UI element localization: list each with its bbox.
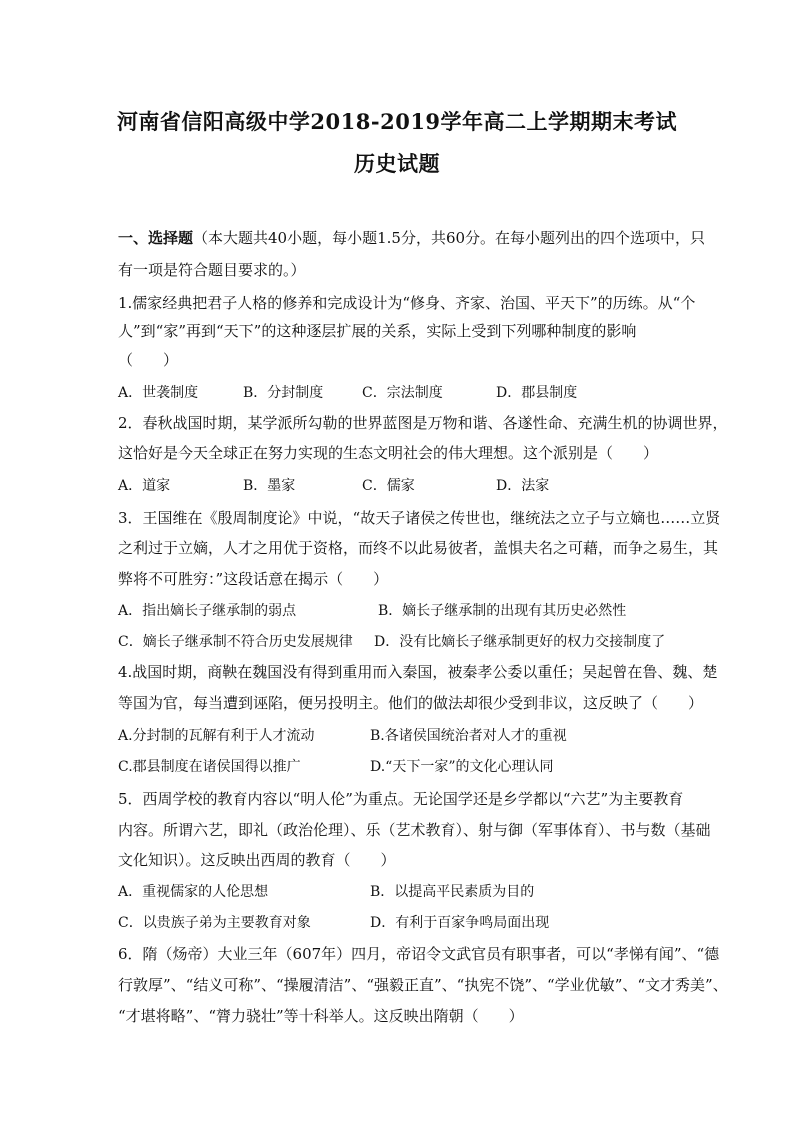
option-c: C．嫡长子继承制不符合历史发展规律 [118, 634, 353, 650]
section-instruction-cont: 有一项是符合题目要求的。） [118, 261, 306, 279]
question-4-stem-line: 等国为官，每当遭到诬陷，便另投明主。他们的做法却很少受到非议，这反映了（ ） [118, 694, 704, 712]
option-d: D．郡县制度 [496, 385, 578, 401]
option-a: A．道家 [118, 478, 171, 494]
option-b: B．嫡长子继承制的出现有其历史必然性 [378, 603, 627, 619]
option-c: C．以贵族子弟为主要教育对象 [118, 915, 311, 931]
section-heading: 一、选择题 [118, 229, 194, 247]
option-c: C.郡县制度在诸侯国得以推广 [118, 759, 301, 775]
option-a: A．重视儒家的人伦思想 [118, 884, 269, 900]
option-a: A.分封制的瓦解有利于人才流动 [118, 728, 315, 744]
section-instruction-text: （本大题共40小题，每小题1.5分，共60分。在每小题列出的四个选项中，只 [193, 229, 706, 247]
option-b: B．以提高平民素质为目的 [370, 884, 535, 900]
question-3-stem-line: 3．王国维在《殷周制度论》中说，“故天子诸侯之传世也，继统法之立子与立嫡也……立贤 [118, 509, 721, 527]
option-c: C．儒家 [362, 478, 415, 494]
option-b: B.各诸侯国统治者对人才的重视 [370, 728, 567, 744]
option-d: D．没有比嫡长子继承制更好的权力交接制度了 [374, 634, 666, 650]
section-instruction [118, 228, 706, 248]
question-3-stem-line: 之利过于立嫡，人才之用优于资格，而终不以此易彼者，盖惧夫名之可藉，而争之易生，其 [118, 539, 719, 557]
question-6-stem-line: “才堪将略”、“膂力骁壮”等十科举人。这反映出隋朝（ ） [118, 1007, 524, 1025]
question-6-stem-line: 行敦厚”、“结义可称”、“操履清洁”、“强毅正直”、“执宪不饶”、“学业优敏”、“文才秀美”、 [118, 976, 728, 994]
question-3-stem-line: 弊将不可胜穷：”这段话意在揭示（ ） [118, 570, 389, 588]
question-2-stem-line: 这恰好是今天全球正在努力实现的生态文明社会的伟大理想。这个派别是（ ） [118, 444, 659, 462]
subject-title: 历史试题 [354, 151, 440, 176]
question-4-stem-line: 4.战国时期，商鞅在魏国没有得到重用而入秦国，被秦孝公委以重任；吴起曾在鲁、魏、楚 [118, 663, 718, 681]
option-a: A．指出嫡长子继承制的弱点 [118, 603, 297, 619]
question-1-stem-line: （ ） [118, 351, 179, 369]
option-d: D．法家 [496, 478, 550, 494]
question-5-stem-line: 内容。所谓六艺，即礼（政治伦理）、乐（艺术教育）、射与御（军事体育）、书与数（基础 [118, 821, 711, 839]
option-b: B．墨家 [243, 478, 296, 494]
option-c: C．宗法制度 [362, 385, 443, 401]
question-2-stem-line: 2．春秋战国时期，某学派所勾勒的世界蓝图是万物和谐、各遂性命、充满生机的协调世界， [118, 414, 728, 432]
question-5-stem-line: 文化知识）。这反映出西周的教育（ ） [118, 851, 396, 869]
option-a: A．世袭制度 [118, 385, 199, 401]
option-d: D.“天下一家”的文化心理认同 [370, 759, 554, 775]
question-5-stem-line: 5．西周学校的教育内容以“明人伦”为重点。无论国学还是乡学都以“六艺”为主要教育 [118, 790, 684, 808]
option-b: B．分封制度 [243, 385, 324, 401]
question-1-stem-line: 1.儒家经典把君子人格的修养和完成设计为“修身、齐家、治国、平天下”的历练。从“个 [118, 294, 696, 312]
exam-title: 河南省信阳高级中学2018-2019学年高二上学期期末考试 [116, 109, 678, 134]
question-1-stem-line: 人”到“家”再到“天下”的这种逐层扩展的关系，实际上受到下列哪种制度的影响 [118, 322, 637, 340]
question-6-stem-line: 6．隋（炀帝）大业三年（607年）四月，帝诏令文武官员有职事者，可以“孝悌有闻”、“德 [118, 945, 720, 963]
option-d: D．有利于百家争鸣局面出现 [370, 915, 550, 931]
